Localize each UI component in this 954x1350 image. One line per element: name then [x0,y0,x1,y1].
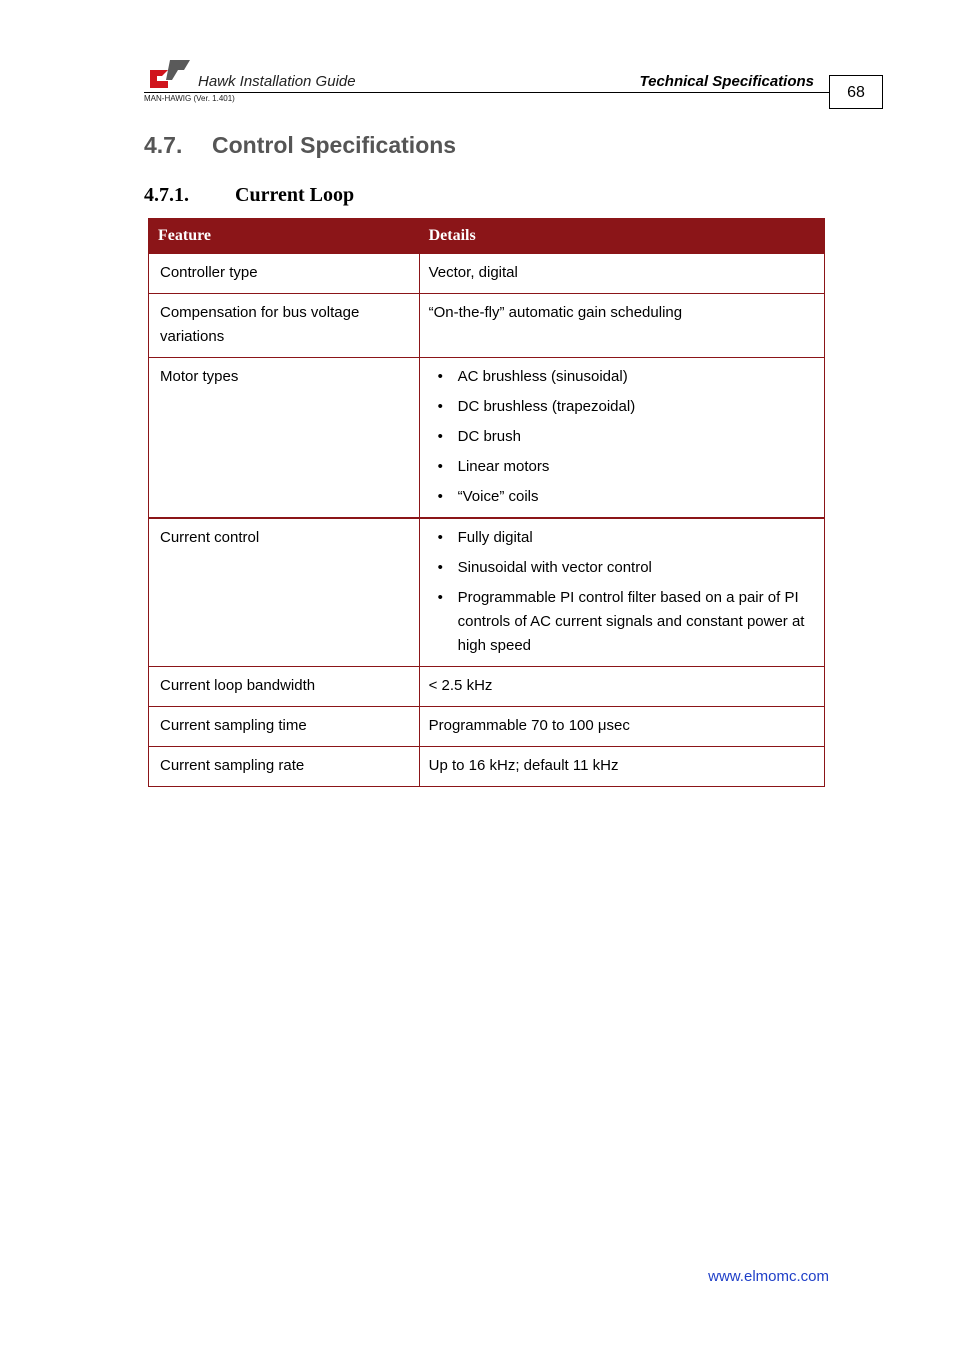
feature-cell: Current sampling time [149,707,420,747]
details-cell: Programmable 70 to 100 μsec [419,707,824,747]
table-row [149,358,825,519]
feature-cell: Motor types [149,358,420,519]
motor-types-list [429,365,815,509]
list-item: • AC brushless (sinusoidal) [458,365,815,389]
current-control-list [429,526,815,658]
details-cell [419,358,824,519]
table-row [149,707,825,747]
table-row [149,254,825,294]
subsection-heading [144,184,354,207]
document-title: Hawk Installation Guide [198,73,356,90]
elmo-logo-icon [148,58,190,88]
details-cell: < 2.5 kHz [419,667,824,707]
table-row [149,518,825,667]
header-divider [144,92,830,93]
section-heading [144,132,456,159]
bullet-icon: • [437,368,443,385]
table-row [149,294,825,358]
feature-cell: Current sampling rate [149,747,420,787]
table-row [149,667,825,707]
bullet-icon: • [437,488,443,505]
feature-cell: Compensation for bus voltage variations [149,294,420,358]
details-cell: “On-the-fly” automatic gain scheduling [419,294,824,358]
feature-cell: Controller type [149,254,420,294]
list-item: • DC brushless (trapezoidal) [458,395,815,419]
website-link[interactable]: www.elmomc.com [708,1268,829,1285]
subsection-heading-text: Current Loop [235,184,355,206]
list-item: • Linear motors [458,455,815,479]
section-title: Technical Specifications [639,73,814,90]
list-item: • Sinusoidal with vector control [458,556,815,580]
bullet-icon: • [437,529,443,546]
details-cell: Vector, digital [419,254,824,294]
column-header-details: Details [419,219,824,254]
subsection-number: 4.7.1. [144,184,189,206]
list-item: • DC brush [458,425,815,449]
list-item: • “Voice” coils [458,485,815,509]
section-number: 4.7. [144,132,183,158]
bullet-icon: • [437,458,443,475]
table-header-row [149,219,825,254]
current-loop-spec-table [148,218,825,787]
details-cell: Up to 16 kHz; default 11 kHz [419,747,824,787]
bullet-icon: • [437,589,443,606]
table-row [149,747,825,787]
bullet-icon: • [437,398,443,415]
bullet-icon: • [437,428,443,445]
bullet-icon: • [437,559,443,576]
document-version: MAN-HAWIG (Ver. 1.401) [144,94,235,103]
list-item: • Fully digital [458,526,815,550]
feature-cell: Current loop bandwidth [149,667,420,707]
list-item: • Programmable PI control filter based on a pair of PI controls of AC current signals and constant power at high speed [458,586,815,658]
details-cell [419,518,824,667]
feature-cell: Current control [149,518,420,667]
section-heading-text: Control Specifications [212,132,457,158]
page-number: 68 [829,75,883,109]
column-header-feature: Feature [149,219,420,254]
